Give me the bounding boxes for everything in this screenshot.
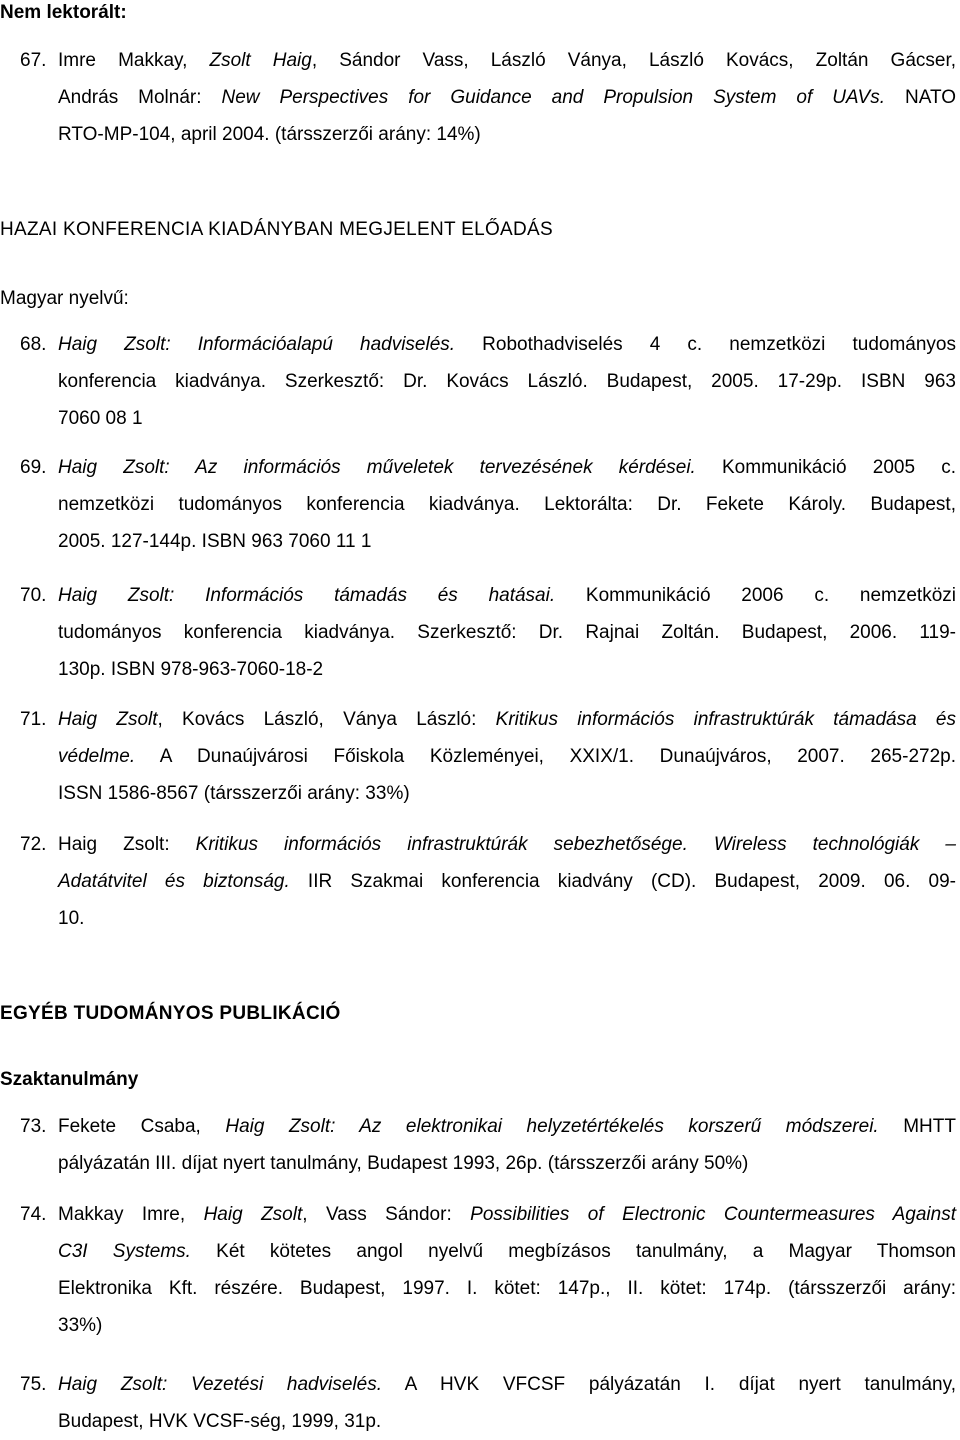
text-run: MHTT xyxy=(878,1116,956,1137)
entry-line xyxy=(58,363,956,400)
italic-text: Haig Zsolt xyxy=(203,1204,303,1225)
entry-line xyxy=(58,1108,956,1145)
entry-line xyxy=(58,1196,956,1233)
entry-line xyxy=(58,1233,956,1270)
entry-line xyxy=(58,449,956,486)
text-run: Imre Makkay, xyxy=(58,50,210,71)
entry-number: 71. xyxy=(20,709,47,730)
entry-line xyxy=(58,577,956,614)
text-run: Kommunikáció 2006 c. nemzetközi xyxy=(555,585,956,606)
entry-line xyxy=(58,1366,956,1403)
text-run: ISSN 1586-8567 (társszerzői arány: 33%) xyxy=(58,783,410,804)
italic-text: Haig Zsolt: Vezetési hadviselés. xyxy=(58,1374,382,1395)
text-run: Fekete Csaba, xyxy=(58,1116,226,1137)
entry-number: 74. xyxy=(20,1204,47,1225)
entry-line xyxy=(58,614,956,651)
italic-text: C3I Systems. xyxy=(58,1241,191,1262)
entry-number: 68. xyxy=(20,334,47,355)
text-run: Kommunikáció 2005 c. xyxy=(695,457,956,478)
entry-line xyxy=(58,738,956,775)
entry-line xyxy=(58,701,956,738)
text-run: András Molnár: xyxy=(58,87,222,108)
italic-text: Possibilities of Electronic Countermeasures Against xyxy=(470,1204,956,1225)
heading-egyeb-tudomanyos: EGYÉB TUDOMÁNYOS PUBLIKÁCIÓ xyxy=(0,1003,341,1024)
heading-szaktanulmany: Szaktanulmány xyxy=(0,1069,139,1090)
text-run: NATO xyxy=(885,87,956,108)
entry-line xyxy=(58,1403,956,1440)
text-run: IIR Szakmai konferencia kiadvány (CD). Budapest, 2009. 06. 09- xyxy=(289,871,956,892)
text-run: Robothadviselés 4 c. nemzetközi tudományos xyxy=(455,334,956,355)
entry-line xyxy=(58,1270,956,1307)
entry-line xyxy=(58,486,956,523)
text-run: 130p. ISBN 978-963-7060-18-2 xyxy=(58,659,324,680)
italic-text: Kritikus információs infrastruktúrák sebezhetősége. Wireless technológiák – xyxy=(195,834,956,855)
entry-line xyxy=(58,523,956,560)
text-run: , Kovács László, Ványa László: xyxy=(157,709,496,730)
entry-line xyxy=(58,775,956,812)
italic-text: Kritikus információs infrastruktúrák támadása és xyxy=(495,709,956,730)
text-run: , Vass Sándor: xyxy=(302,1204,471,1225)
italic-text: Adatátvitel és biztonság. xyxy=(58,871,290,892)
text-run: , Sándor Vass, László Ványa, László Kovács, Zoltán Gácser, xyxy=(311,50,957,71)
text-run: 7060 08 1 xyxy=(58,408,143,429)
italic-text: Haig Zsolt: Az elektronikai helyzetértékelés korszerű módszerei. xyxy=(225,1116,879,1137)
entry-line xyxy=(58,826,956,863)
text-run: Két kötetes angol nyelvű megbízásos tanulmány, a Magyar Thomson xyxy=(190,1241,956,1262)
italic-text: Zsolt Haig xyxy=(209,50,312,71)
text-run: tudományos konferencia kiadványa. Szerkesztő: Dr. Rajnai Zoltán. Budapest, 2006. 119- xyxy=(58,622,956,643)
entry-number: 70. xyxy=(20,585,47,606)
text-run: A HVK VFCSF pályázatán I. díjat nyert tanulmány, xyxy=(381,1374,956,1395)
text-run: 2005. 127-144p. ISBN 963 7060 11 1 xyxy=(58,531,372,552)
italic-text: Haig Zsolt: Információs támadás és hatásai. xyxy=(58,585,556,606)
text-run: 33%) xyxy=(58,1315,103,1336)
text-run: 10. xyxy=(58,908,85,929)
entry-number: 67. xyxy=(20,50,47,71)
italic-text: Haig Zsolt: Információalapú hadviselés. xyxy=(58,334,456,355)
heading-nem-lektoralt: Nem lektorált: xyxy=(0,2,127,23)
italic-text: védelme. xyxy=(58,746,136,767)
entry-line xyxy=(58,326,956,363)
entry-line xyxy=(58,1307,956,1344)
text-run: A Dunaújvárosi Főiskola Közleményei, XXIX/1. Dunaújváros, 2007. 265-272p. xyxy=(135,746,956,767)
text-run: Budapest, HVK VCSF-ség, 1999, 31p. xyxy=(58,1411,382,1432)
entry-number: 69. xyxy=(20,457,47,478)
entry-number: 75. xyxy=(20,1374,47,1395)
entry-line xyxy=(58,1145,956,1182)
text-run: Haig Zsolt: xyxy=(58,834,196,855)
entry-number: 73. xyxy=(20,1116,47,1137)
entry-line xyxy=(58,651,956,688)
entry-line xyxy=(58,400,956,437)
entry-line xyxy=(58,863,956,900)
heading-hazai-konferencia: HAZAI KONFERENCIA KIADÁNYBAN MEGJELENT ELŐADÁS xyxy=(0,219,553,240)
text-run: pályázatán III. díjat nyert tanulmány, Budapest 1993, 26p. (társszerzői arány 50%) xyxy=(58,1153,749,1174)
entry-line xyxy=(58,42,956,79)
heading-magyar-nyelvu: Magyar nyelvű: xyxy=(0,288,129,309)
italic-text: Haig Zsolt: Az információs műveletek tervezésének kérdései. xyxy=(58,457,696,478)
text-run: nemzetközi tudományos konferencia kiadványa. Lektorálta: Dr. Fekete Károly. Budapest, xyxy=(58,494,956,515)
entry-line xyxy=(58,79,956,116)
text-run: RTO-MP-104, april 2004. (társszerzői arány: 14%) xyxy=(58,124,481,145)
text-run: Elektronika Kft. részére. Budapest, 1997. I. kötet: 147p., II. kötet: 174p. (társszerzői arány: xyxy=(58,1278,956,1299)
italic-text: Haig Zsolt xyxy=(58,709,158,730)
text-run: konferencia kiadványa. Szerkesztő: Dr. Kovács László. Budapest, 2005. 17-29p. ISBN 963 xyxy=(58,371,956,392)
entry-line xyxy=(58,116,956,153)
entry-number: 72. xyxy=(20,834,47,855)
text-run: Makkay Imre, xyxy=(58,1204,204,1225)
italic-text: New Perspectives for Guidance and Propulsion System of UAVs. xyxy=(221,87,885,108)
entry-line xyxy=(58,900,956,937)
